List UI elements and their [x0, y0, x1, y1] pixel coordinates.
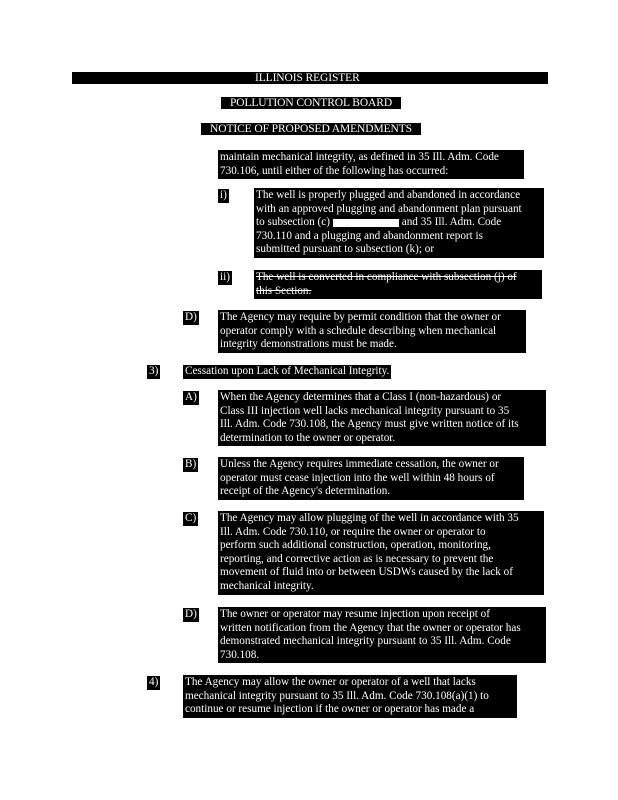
item-c-label: C)	[185, 512, 197, 524]
item-i-label: i)	[220, 189, 227, 201]
item-d-lower-paragraph: The owner or operator may resume injection upon receipt of written notification from the Agency that the owner or operator has demonstrated mechanical integrity pursuant to 35 Ill. Adm. Code 730.108.	[218, 607, 546, 663]
item-d-lower-label: D)	[185, 608, 197, 620]
item-3-heading: Cessation upon Lack of Mechanical Integrity.	[185, 365, 390, 377]
item-ii-label: ii)	[220, 271, 230, 283]
item-4-paragraph: The Agency may allow the owner or operator of a well that lacks mechanical integrity pursuant to 35 Ill. Adm. Code 730.108(a)(1) to continue or resume injection if the owner or operator has made a	[183, 675, 517, 718]
item-b-label: B)	[185, 458, 197, 470]
item-b-paragraph: Unless the Agency requires immediate cessation, the owner or operator must cease injection into the well within 48 hours of receipt of the Agency's determination.	[218, 457, 524, 500]
item-3-label: 3)	[149, 365, 159, 377]
item-c-paragraph: The Agency may allow plugging of the well in accordance with 35 Ill. Adm. Code 730.110, or require the owner or operator to perform such additional construction, operation, monitoring, reporting, and corrective action as is necessary to prevent the movement of fluid into or between USDWs caused by the lack of mechanical integrity.	[218, 511, 544, 595]
redaction-mark	[333, 219, 399, 227]
item-ii-paragraph: The well is converted in compliance with subsection (j) of this Section.	[254, 270, 542, 299]
item-a-paragraph: When the Agency determines that a Class I (non-hazardous) or Class III injection well lacks mechanical integrity pursuant to 35 Ill. Adm. Code 730.108, the Agency must give written notice of its determination to the owner or operator.	[218, 390, 546, 446]
item-d-upper-paragraph: The Agency may require by permit condition that the owner or operator comply with a schedule describing when mechanical integrity demonstrations must be made.	[218, 310, 526, 353]
board-title: POLLUTION CONTROL BOARD	[221, 97, 401, 109]
item-d-upper-label: D)	[185, 311, 197, 323]
intro-paragraph: maintain mechanical integrity, as defined in 35 Ill. Adm. Code 730.106, until either of the following has occurred:	[218, 150, 524, 179]
notice-title: NOTICE OF PROPOSED AMENDMENTS	[201, 123, 421, 135]
item-4-label: 4)	[149, 676, 159, 688]
item-i-paragraph: The well is properly plugged and abandoned in accordance with an approved plugging and abandonment plan pursuant to subsection (c) and 35 Ill. Adm. Code 730.110 and a plugging and abandonment report is submitted pursuant to subsection (k); or	[254, 188, 544, 258]
register-title: ILLINOIS REGISTER	[255, 72, 360, 84]
item-a-label: A)	[185, 391, 197, 403]
